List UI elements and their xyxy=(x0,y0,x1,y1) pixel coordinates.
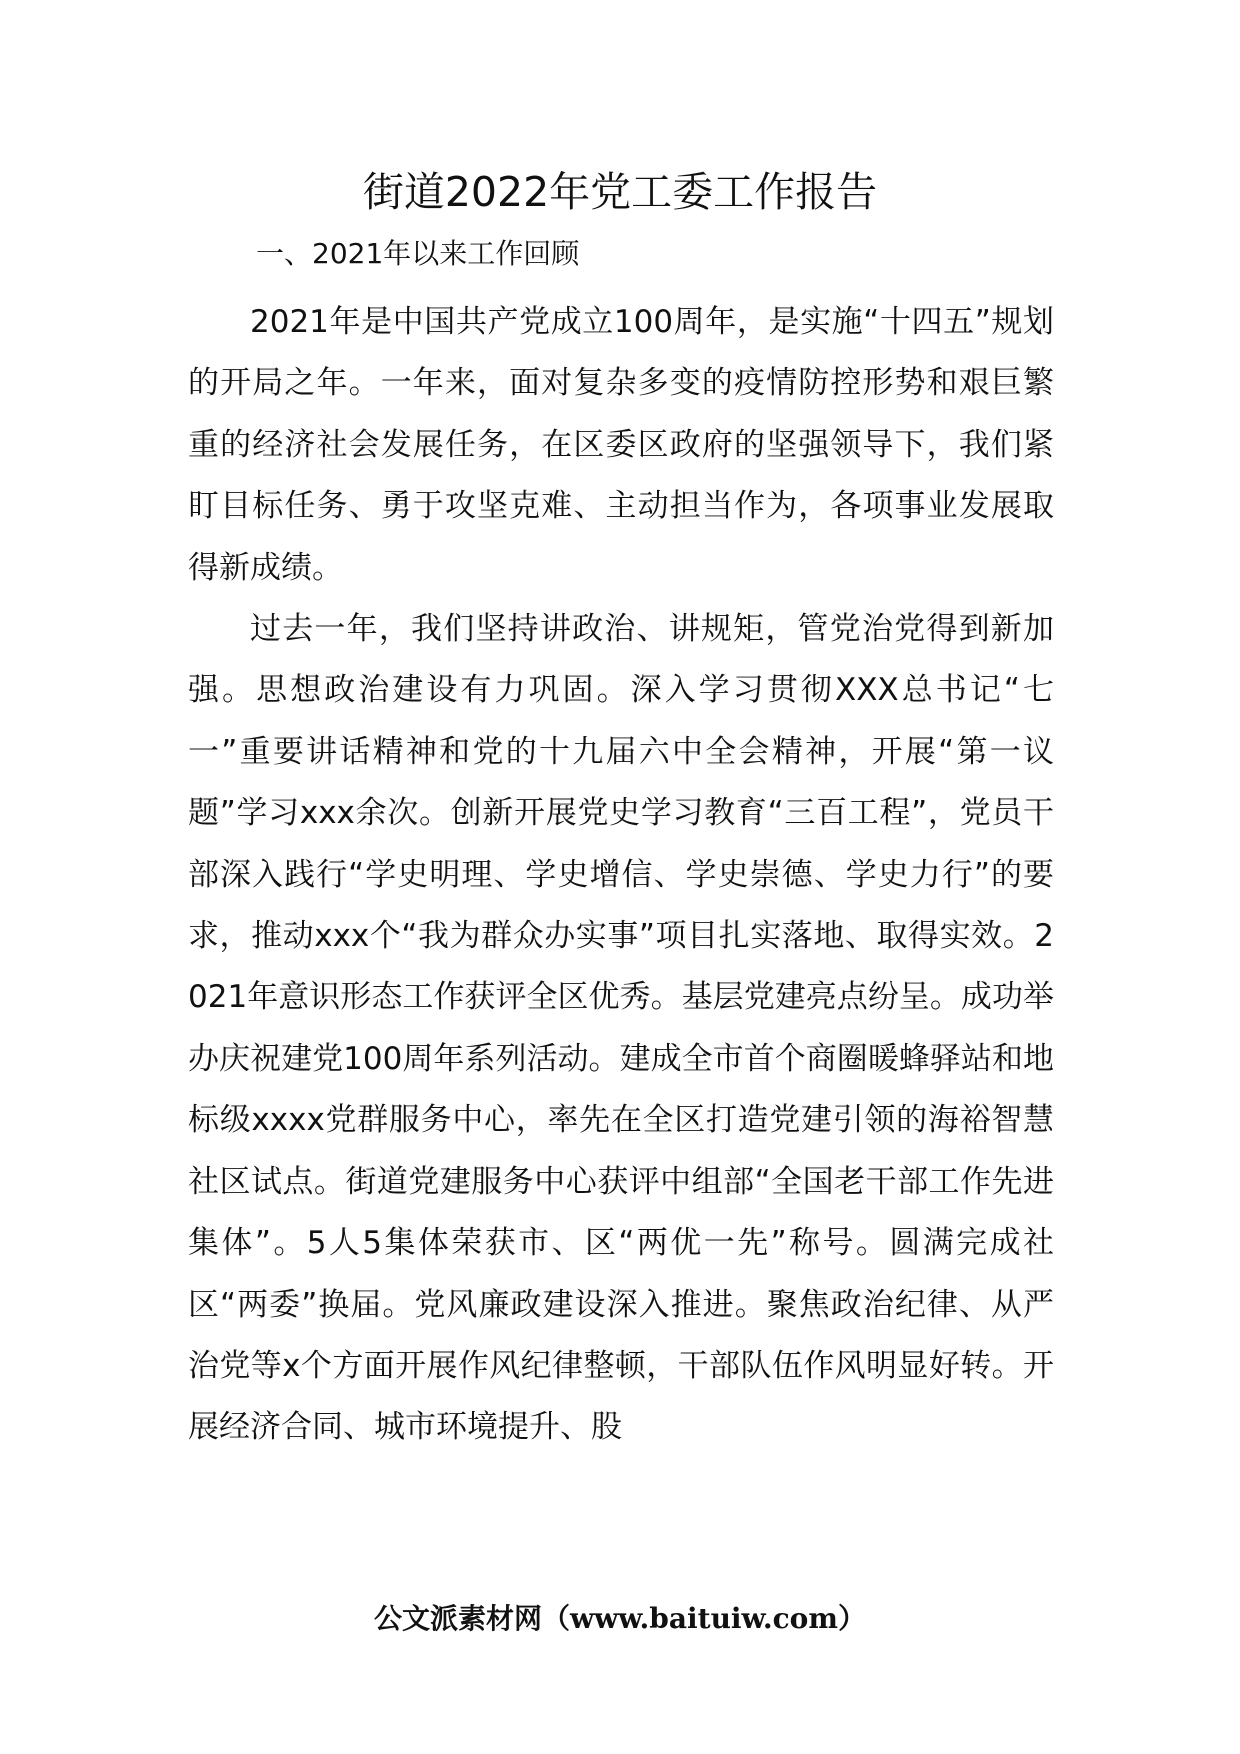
paragraph: 2021年是中国共产党成立100周年，是实施“十四五”规划的开局之年。一年来，面对复杂多变的疫情防控形势和艰巨繁重的经济社会发展任务，在区委区政府的坚强领导下，我们紧盯目标任务、勇于攻坚克难、主动担当作为，各项事业发展取得新成绩。 xyxy=(188,304,1054,586)
document-title: 街道2022年党工委工作报告 xyxy=(362,168,878,216)
document-body xyxy=(188,292,1054,1459)
paragraph: 过去一年，我们坚持讲政治、讲规矩，管党治党得到新加强。思想政治建设有力巩固。深入学习贯彻XXX总书记“七一”重要讲话精神和党的十九届六中全会精神，开展“第一议题”学习xxx余次。创新开展党史学习教育“三百工程”，党员干部深入践行“学史明理、学史增信、学史崇德、学史力行”的要求，推动xxx个“我为群众办实事”项目扎实落地、取得实效。2021年意识形态工作获评全区优秀。基层党建亮点纷呈。成功举办庆祝建党100周年系列活动。建成全市首个商圈暖蜂驿站和地标级xxxx党群服务中心，率先在全区打造党建引领的海裕智慧社区试点。街道党建服务中心获评中组部“全国老干部工作先进集体”。5人5集体荣获市、区“两优一先”称号。圆满完成社区“两委”换届。党风廉政建设深入推进。聚焦政治纪律、从严治党等x个方面开展作风纪律整顿，干部队伍作风明显好转。开展经济合同、城市环境提升、股 xyxy=(188,611,1054,1446)
footer-watermark: 公文派素材网（www.baituiw.com） xyxy=(374,1602,866,1635)
section-heading: 一、2021年以来工作回顾 xyxy=(256,237,580,270)
